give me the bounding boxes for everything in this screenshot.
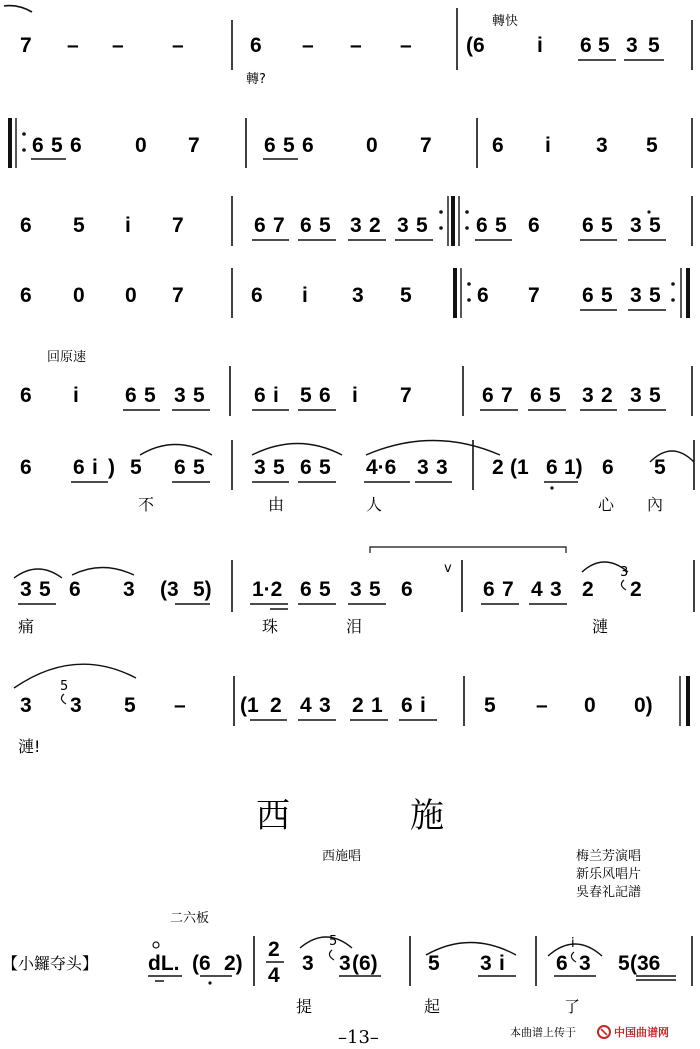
breath-mark: v (444, 561, 452, 576)
note: 5 (283, 134, 295, 157)
note: 0) (634, 694, 653, 717)
note: 5 (649, 214, 661, 237)
lyric: 泪 (346, 617, 363, 636)
score-line-9 (2, 910, 692, 1016)
note: 5 (73, 214, 85, 237)
grace-note: i (571, 936, 575, 951)
note: (1 (510, 456, 529, 479)
note: i (420, 694, 426, 717)
note: 0 (366, 134, 378, 157)
paren: ) (108, 456, 115, 479)
note: 3 (350, 214, 362, 237)
section-mark: 二六板 (170, 911, 210, 926)
note: 2 (492, 456, 504, 479)
note: 6 (477, 284, 489, 307)
watermark-site[interactable]: 中国曲谱网 (614, 1026, 669, 1039)
lyric: 心 (598, 495, 615, 514)
note: 0 (584, 694, 596, 717)
note: 0 (135, 134, 147, 157)
credit-performer: 梅兰芳演唱 (576, 849, 642, 864)
note: 3 (20, 578, 32, 601)
time-signature-top: 2 (268, 938, 280, 961)
credit-notation: 吳春礼記譜 (576, 885, 642, 900)
note: 5 (648, 34, 660, 57)
note: i (273, 384, 279, 407)
title: 施 (410, 796, 446, 836)
note: 3 (174, 384, 186, 407)
note: 6 (32, 134, 44, 157)
score-line-4 (20, 268, 688, 318)
note: 5 (484, 694, 496, 717)
note: 7 (501, 384, 513, 407)
note: (36 (630, 952, 661, 975)
note: 7 (172, 284, 184, 307)
note: 6 (254, 384, 266, 407)
note: 6 (70, 134, 82, 157)
note: 3 (339, 952, 351, 975)
note: 3 (20, 694, 32, 717)
note: (1 (240, 694, 259, 717)
tempo-mark: 轉快 (492, 14, 519, 29)
note: 5) (193, 578, 212, 601)
note: 5 (549, 384, 561, 407)
note: 5 (144, 384, 156, 407)
note: 7 (172, 214, 184, 237)
note: 6 (582, 284, 594, 307)
note: 6 (319, 384, 331, 407)
note: (3 (160, 578, 179, 601)
note: 3 (579, 952, 591, 975)
note: 6 (20, 214, 32, 237)
note: 3 (626, 34, 638, 57)
note: (6 (466, 34, 485, 57)
note: 2 (369, 214, 381, 237)
note: 6 (264, 134, 276, 157)
dash: – (400, 34, 412, 57)
note: 0 (125, 284, 137, 307)
note: 5 (369, 578, 381, 601)
note: 5 (319, 578, 331, 601)
note: 2 (270, 694, 282, 717)
grace-note: 5 (60, 679, 69, 694)
tempo-mark: 回原速 (47, 350, 87, 365)
note: 3 (630, 284, 642, 307)
note: 5 (416, 214, 428, 237)
note: 3 (397, 214, 409, 237)
note: 6 (302, 134, 314, 157)
note: 5 (300, 384, 312, 407)
title: 西 (256, 796, 292, 836)
note: 3 (480, 952, 492, 975)
note: 7 (20, 34, 32, 57)
score-line-7 (14, 547, 694, 636)
note: 3 (436, 456, 448, 479)
note: i (125, 214, 131, 237)
lyric: 不 (138, 495, 155, 514)
note: 6 (174, 456, 186, 479)
note: i (302, 284, 308, 307)
note: 5 (654, 456, 666, 479)
lyric: 了 (564, 997, 581, 1016)
note: i (537, 34, 543, 57)
lyric: 珠 (262, 617, 279, 636)
note: 2 (582, 578, 594, 601)
note: 7 (528, 284, 540, 307)
dash: – (302, 34, 314, 57)
note: i (92, 456, 98, 479)
note: (6) (352, 952, 378, 975)
note: 6 (602, 456, 614, 479)
note: 6 (476, 214, 488, 237)
dash: – (536, 694, 548, 717)
note: 6 (492, 134, 504, 157)
note: i (73, 384, 79, 407)
note: dL. (148, 952, 180, 975)
note: 3 (550, 578, 562, 601)
lyric: 漣! (18, 737, 41, 756)
lyric: 由 (268, 495, 285, 514)
note: i (499, 952, 505, 975)
lyric: 提 (296, 997, 313, 1016)
note: 3 (319, 694, 331, 717)
note: 5 (51, 134, 63, 157)
note: 3 (302, 952, 314, 975)
note: 6 (482, 384, 494, 407)
note: 3 (254, 456, 266, 479)
note: 6 (251, 284, 263, 307)
watermark-text: 本曲谱上传于 (510, 1026, 576, 1039)
note: 6 (401, 694, 413, 717)
note: 7 (400, 384, 412, 407)
note: 6 (254, 214, 266, 237)
note: 5 (495, 214, 507, 237)
note: 5 (273, 456, 285, 479)
note: 6 (556, 952, 568, 975)
note: 6 (483, 578, 495, 601)
note: 5 (601, 284, 613, 307)
intro-label: 【小鑼夺头】 (2, 954, 99, 973)
note: 5 (649, 384, 661, 407)
note: 6 (401, 578, 413, 601)
note: 2 (630, 578, 642, 601)
note: 6 (300, 578, 312, 601)
note: 5 (646, 134, 658, 157)
note: 5 (39, 578, 51, 601)
grace-note: 5 (329, 934, 338, 949)
lyric: 內 (647, 495, 664, 514)
note: 2 (352, 694, 364, 717)
note: 6 (528, 214, 540, 237)
note: 3 (596, 134, 608, 157)
note: 7 (273, 214, 285, 237)
credit-record: 新乐风唱片 (576, 867, 642, 882)
note: 3 (417, 456, 429, 479)
score-line-1 (4, 6, 692, 87)
dash: – (174, 694, 186, 717)
note: 1 (371, 694, 383, 717)
score-line-3 (20, 196, 692, 246)
note: 6 (580, 34, 592, 57)
note: 7 (420, 134, 432, 157)
note: 3 (582, 384, 594, 407)
note: 1·2 (252, 578, 283, 601)
page-footer (338, 1025, 669, 1048)
note: 6 (546, 456, 558, 479)
note: 6 (20, 284, 32, 307)
note: 2 (601, 384, 613, 407)
note: 1) (564, 456, 583, 479)
note: i (352, 384, 358, 407)
score-line-8 (14, 664, 688, 756)
note: 6 (300, 214, 312, 237)
note: 5 (598, 34, 610, 57)
note: (6 (192, 952, 211, 975)
note: 3 (352, 284, 364, 307)
note: 5 (618, 952, 630, 975)
lyric: 痛 (18, 617, 35, 636)
lyric: 漣 (592, 617, 609, 636)
note: 5 (193, 456, 205, 479)
score-line-6 (20, 440, 694, 514)
note: 5 (400, 284, 412, 307)
note: 6 (69, 578, 81, 601)
piece-heading (256, 796, 641, 900)
dash: – (350, 34, 362, 57)
note: 7 (188, 134, 200, 157)
note: i (545, 134, 551, 157)
note: 3 (630, 214, 642, 237)
dash: – (172, 34, 184, 57)
note: 7 (502, 578, 514, 601)
note: 6 (582, 214, 594, 237)
lyric-note: 轉? (246, 72, 266, 87)
note: 5 (130, 456, 142, 479)
note: 3 (630, 384, 642, 407)
note: 6 (125, 384, 137, 407)
dash: – (67, 34, 79, 57)
note: 4 (531, 578, 543, 601)
lyric: 人 (366, 495, 383, 514)
page-number: –13– (338, 1027, 379, 1048)
note: 4·6 (366, 456, 397, 479)
sung-by: 西施唱 (322, 849, 362, 864)
note: 6 (20, 384, 32, 407)
note: 4 (300, 694, 312, 717)
note: 5 (649, 284, 661, 307)
note: 2) (224, 952, 243, 975)
note: 0 (73, 284, 85, 307)
note: 6 (250, 34, 262, 57)
grace-note: 3 (620, 565, 629, 580)
note: 5 (193, 384, 205, 407)
note: 3 (123, 578, 135, 601)
note: 6 (73, 456, 85, 479)
lyric: 起 (424, 997, 441, 1016)
music-score-logo-icon (598, 1026, 610, 1038)
note: 5 (428, 952, 440, 975)
note: 3 (350, 578, 362, 601)
note: 6 (530, 384, 542, 407)
note: 6 (300, 456, 312, 479)
note: 5 (601, 214, 613, 237)
note: 5 (124, 694, 136, 717)
time-signature-bottom: 4 (268, 964, 280, 987)
note: 5 (319, 214, 331, 237)
score-line-2 (10, 118, 692, 168)
score-line-5 (20, 349, 692, 416)
dash: – (112, 34, 124, 57)
note: 3 (70, 694, 82, 717)
note: 5 (319, 456, 331, 479)
note: 6 (20, 456, 32, 479)
